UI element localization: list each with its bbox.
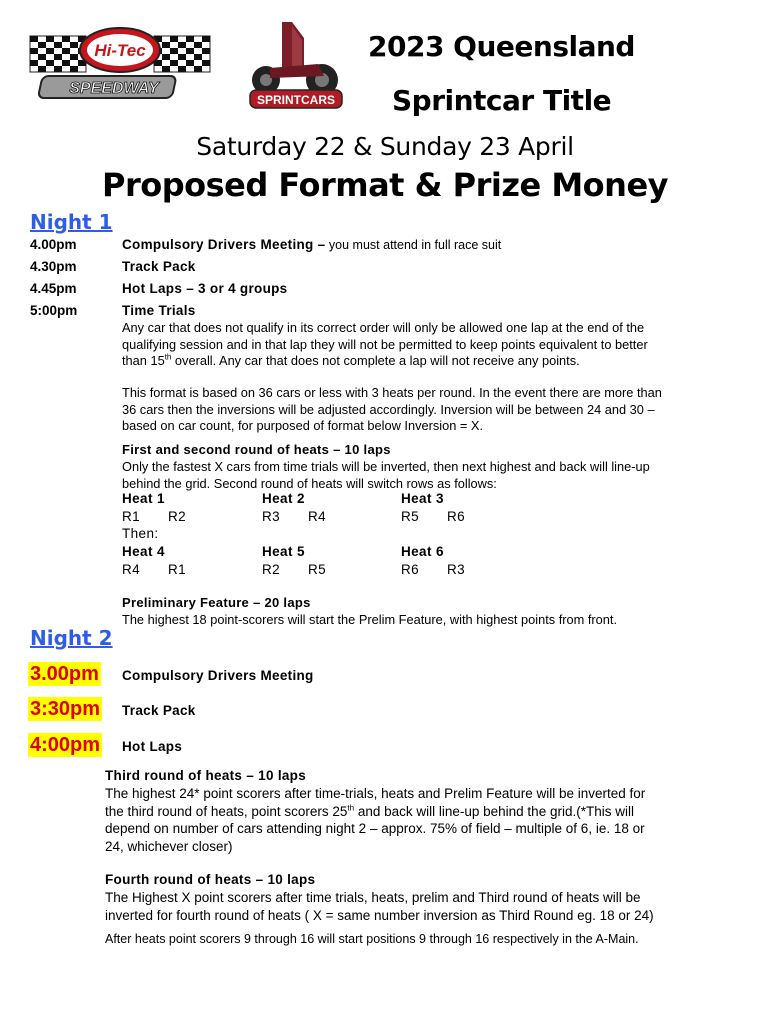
night1-label: Night 1 [30, 210, 113, 234]
fourth-round-title: Fourth round of heats – 10 laps [105, 872, 316, 887]
night1-event-2: Track Pack [122, 259, 196, 274]
checkered-flag-left-icon [30, 36, 86, 72]
svg-text:SPEEDWAY: SPEEDWAY [69, 80, 159, 97]
prelim-text: The highest 18 point-scorers will start the Prelim Feature, with highest points from front. [122, 612, 618, 627]
sprintcars-logo [244, 18, 348, 118]
heat-2-name: Heat 2 [262, 491, 305, 506]
heat-6-rows: R6 R3 [401, 562, 466, 577]
night2-time-1: 3.00pm [30, 663, 99, 685]
heat-1-rows: R1 R2 [122, 509, 187, 524]
prelim-title: Preliminary Feature – 20 laps [122, 595, 311, 610]
night1-time-4: 5:00pm [30, 303, 78, 318]
night1-time-3: 4.45pm [30, 281, 77, 296]
heat-1-name: Heat 1 [122, 491, 165, 506]
night1-time-2: 4.30pm [30, 259, 77, 274]
night2-event-2: Track Pack [122, 703, 196, 718]
night1-event-3: Hot Laps – 3 or 4 groups [122, 281, 288, 296]
a-main-text: After heats point scorers 9 through 16 will start positions 9 through 16 respectively in the A-Main. [105, 932, 639, 946]
format-title: Proposed Format & Prize Money [102, 166, 668, 204]
title-line-1: 2023 Queensland [368, 30, 635, 63]
heat-2-rows: R3 R4 [262, 509, 327, 524]
night2-time-2: 3:30pm [30, 698, 101, 720]
event-dates: Saturday 22 & Sunday 23 April [196, 132, 574, 161]
heat-5-rows: R2 R5 [262, 562, 327, 577]
heats-paragraph: Only the fastest X cars from time trials will be inverted, then next highest and back will line-up behind the grid. Second round of heats will switch rows as follows: [122, 459, 650, 491]
time-trials-paragraph: Any car that does not qualify in its correct order will only be allowed one lap at the end of the qualifying session and in that lap they will not be permitted to keep points equivalent to better than 15th overall. Any car that does not complete a lap will not receive any points. [122, 320, 648, 368]
hitec-speedway-logo [26, 22, 214, 104]
format-paragraph: This format is based on 36 cars or less with 3 heats per round. In the event there are more than 36 cars then the inversions will be adjusted accordingly. Inversion will be between 24 and 30 – based on car count, for purposed of format below Inversion = X. [122, 385, 662, 433]
heats-title: First and second round of heats – 10 laps [122, 442, 391, 457]
heat-3-rows: R5 R6 [401, 509, 466, 524]
heat-4-rows: R4 R1 [122, 562, 187, 577]
third-round-title: Third round of heats – 10 laps [105, 768, 307, 783]
night1-event-1: Compulsory Drivers Meeting – you must attend in full race suit [122, 237, 502, 252]
fourth-round-paragraph: The Highest X point scorers after time trials, heats, prelim and Third round of heats will be inverted for fourth round of heats ( X = same number inversion as Third Round eg. 18 or 24) [105, 890, 654, 923]
heat-3-name: Heat 3 [401, 491, 444, 506]
third-round-paragraph: The highest 24* point scorers after time-trials, heats and Prelim Feature will be inverted for the third round of heats, point scorers 25th and back will line-up behind the grid.(*This will depend on number of cars attending night 2 – approx. 75% of field – multiple of 6, ie. 18 or 24, whichever closer) [105, 786, 646, 854]
then-label: Then: [122, 526, 159, 541]
night2-event-1: Compulsory Drivers Meeting [122, 668, 314, 683]
svg-text:Hi-Tec: Hi-Tec [94, 41, 146, 60]
night2-event-3: Hot Laps [122, 739, 183, 754]
heat-6-name: Heat 6 [401, 544, 444, 559]
heat-5-name: Heat 5 [262, 544, 305, 559]
svg-text:SPRINTCARS: SPRINTCARS [256, 93, 336, 107]
night1-event-4: Time Trials [122, 303, 196, 318]
night1-time-1: 4.00pm [30, 237, 77, 252]
heat-4-name: Heat 4 [122, 544, 165, 559]
checkered-flag-right-icon [154, 36, 210, 72]
title-line-2: Sprintcar Title [392, 84, 612, 117]
night2-label: Night 2 [30, 626, 113, 650]
night2-time-3: 4:00pm [30, 734, 101, 756]
